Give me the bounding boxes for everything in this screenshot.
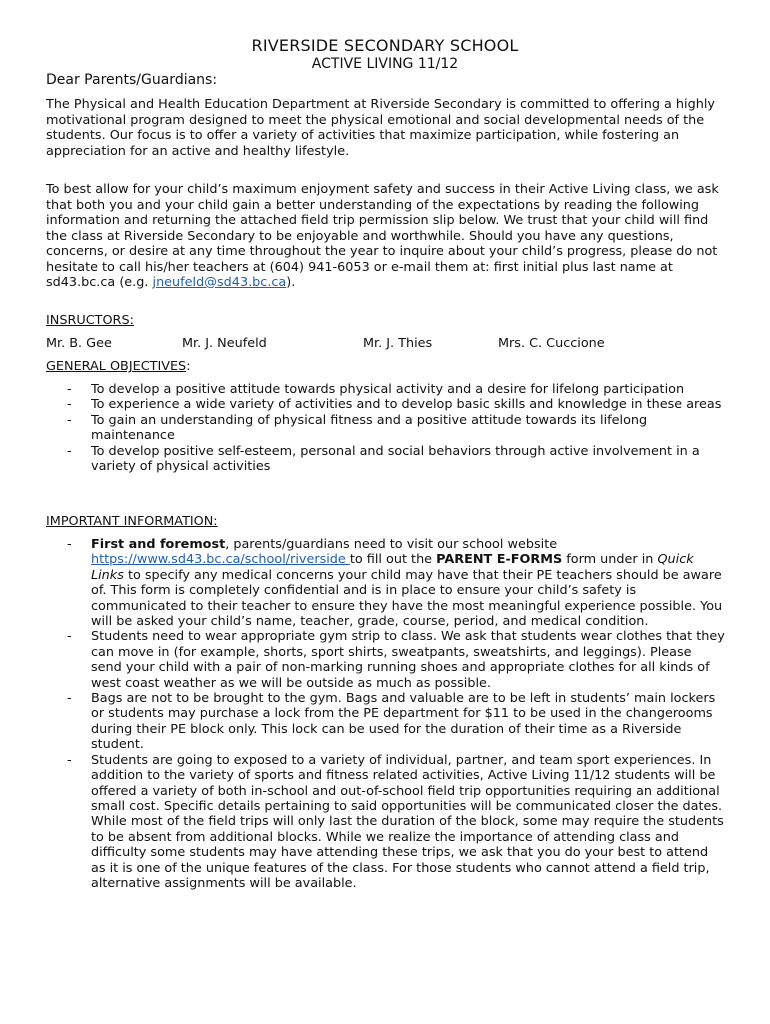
- list-item: [46, 444, 726, 475]
- item-text: , parents/guardians need to visit our school website: [225, 537, 558, 552]
- objectives-heading-text: GENERAL OBJECTIVES: [46, 359, 187, 374]
- item-text: form under in: [562, 552, 658, 568]
- bold-lead: First and foremost: [91, 537, 226, 552]
- instructors-heading: INSRUCTORS:: [46, 313, 134, 328]
- school-website-link[interactable]: https://www.sd43.bc.ca/school/riverside: [91, 552, 350, 568]
- instructor-name: Mr. J. Thies: [363, 336, 433, 351]
- greeting: Dear Parents/Guardians:: [46, 72, 218, 88]
- list-item-text: To experience a wide variety of activities and to develop basic skills and knowledge in these areas: [91, 397, 722, 413]
- list-item-text: Students need to wear appropriate gym strip to class. We ask that students wear clothes that they can move in (for example, shorts, sport shirts, sweatpants, sweatshirts, and leggings). Please send your child with a pair of non-marking running shoes and appropriate clothes for all kinds of west coast weather as we will be outside as much as possible.: [91, 629, 725, 691]
- expectations-end: ).: [286, 275, 296, 290]
- instructor-name: Mrs. C. Cuccione: [498, 336, 605, 351]
- list-item: [46, 382, 726, 397]
- bullet-dash: -: [67, 752, 72, 768]
- list-item-text: To develop a positive attitude towards physical activity and a desire for lifelong participation: [91, 382, 685, 397]
- instructor-name: Mr. B. Gee: [46, 336, 112, 351]
- list-item-text: To develop positive self-esteem, personal and social behaviors through active involvement in a variety of physical activities: [91, 443, 700, 475]
- instructor-name: Mr. J. Neufeld: [182, 336, 267, 351]
- bullet-dash: -: [67, 691, 72, 707]
- list-item: [46, 691, 726, 753]
- bullet-dash: -: [67, 443, 72, 459]
- objectives-heading-colon: :: [186, 359, 191, 374]
- parent-eforms-label: PARENT E-FORMS: [436, 552, 563, 568]
- bullet-dash: -: [67, 382, 72, 397]
- list-item-text: Students are going to exposed to a variety of individual, partner, and team sport experiences. In addition to the variety of sports and fitness related activities, Active Living 11/12 students will be offered a variety of both in-school and out-of-school field trip opportunities requiring an additional small cost. Specific details pertaining to said opportunities will be communicated closer the dates. While most of the field trips will only last the duration of the block, some may require the students to be absent from additional blocks. While we realize the importance of attending class and difficulty some students may have attending these trips, we ask that you do your best to attend as it is one of the unique features of the class. For those students who cannot attend a field trip, alternative assignments will be available.: [91, 752, 724, 891]
- important-info-list: [46, 537, 726, 891]
- bullet-dash: -: [67, 629, 72, 645]
- bullet-dash: -: [67, 397, 72, 413]
- list-item: [46, 413, 726, 444]
- school-title: RIVERSIDE SECONDARY SCHOOL: [251, 36, 519, 55]
- important-info-heading: IMPORTANT INFORMATION:: [46, 514, 218, 529]
- expectations-text: To best allow for your child’s maximum enjoyment safety and success in their Active Living class, we ask that both you and your child gain a better understanding of the expectations by reading the following information and returning the attached field trip permission slip below. We trust that your child will find the class at Riverside Secondary to be enjoyable and worthwhile. Should you have any questions, concerns, or desire at any time throughout the year to inquire about your child’s progress, please do not hesitate to call his/her teachers at (604) 941-6053 or e-mail them at: first initial plus last name at sd43.bc.ca (e.g.: [46, 182, 719, 290]
- item-text: to specify any medical concerns your child may have that their PE teachers should be aware of. This form is completely confidential and is in place to ensure your child’s safety is communicated to their teacher to ensure they have the most meaningful experience possible. You will be asked your child’s name, teacher, grade, course, period, and medical condition.: [91, 567, 723, 630]
- bullet-dash: -: [67, 537, 72, 552]
- objectives-heading: [46, 359, 191, 374]
- list-item: [46, 753, 726, 892]
- course-title: ACTIVE LIVING 11/12: [311, 56, 459, 72]
- list-item-text: To gain an understanding of physical fitness and a positive attitude towards its lifelong maintenance: [91, 412, 648, 444]
- list-item: [46, 537, 726, 629]
- list-item: [46, 629, 726, 691]
- expectations-paragraph: [46, 182, 726, 291]
- bullet-dash: -: [67, 412, 72, 428]
- list-item: [46, 397, 726, 412]
- intro-paragraph: The Physical and Health Education Department at Riverside Secondary is committed to offering a highly motivational program designed to meet the physical emotional and social developmental needs of the students. Our focus is to offer a variety of activities that maximize participation, while fostering an appreciation for an active and healthy lifestyle.: [46, 97, 715, 159]
- list-item-text: Bags are not to be brought to the gym. Bags and valuable are to be left in students’ main lockers or students may purchase a lock from the PE department for $11 to be used in the changerooms during their PE block only. This lock can be used for the duration of their time as a Riverside student.: [91, 691, 716, 753]
- quick-links-label: Quick Links: [91, 552, 694, 583]
- email-link[interactable]: jneufeld@sd43.bc.ca: [152, 275, 287, 290]
- objectives-list: [46, 382, 726, 474]
- item-text: to fill out the: [349, 552, 437, 568]
